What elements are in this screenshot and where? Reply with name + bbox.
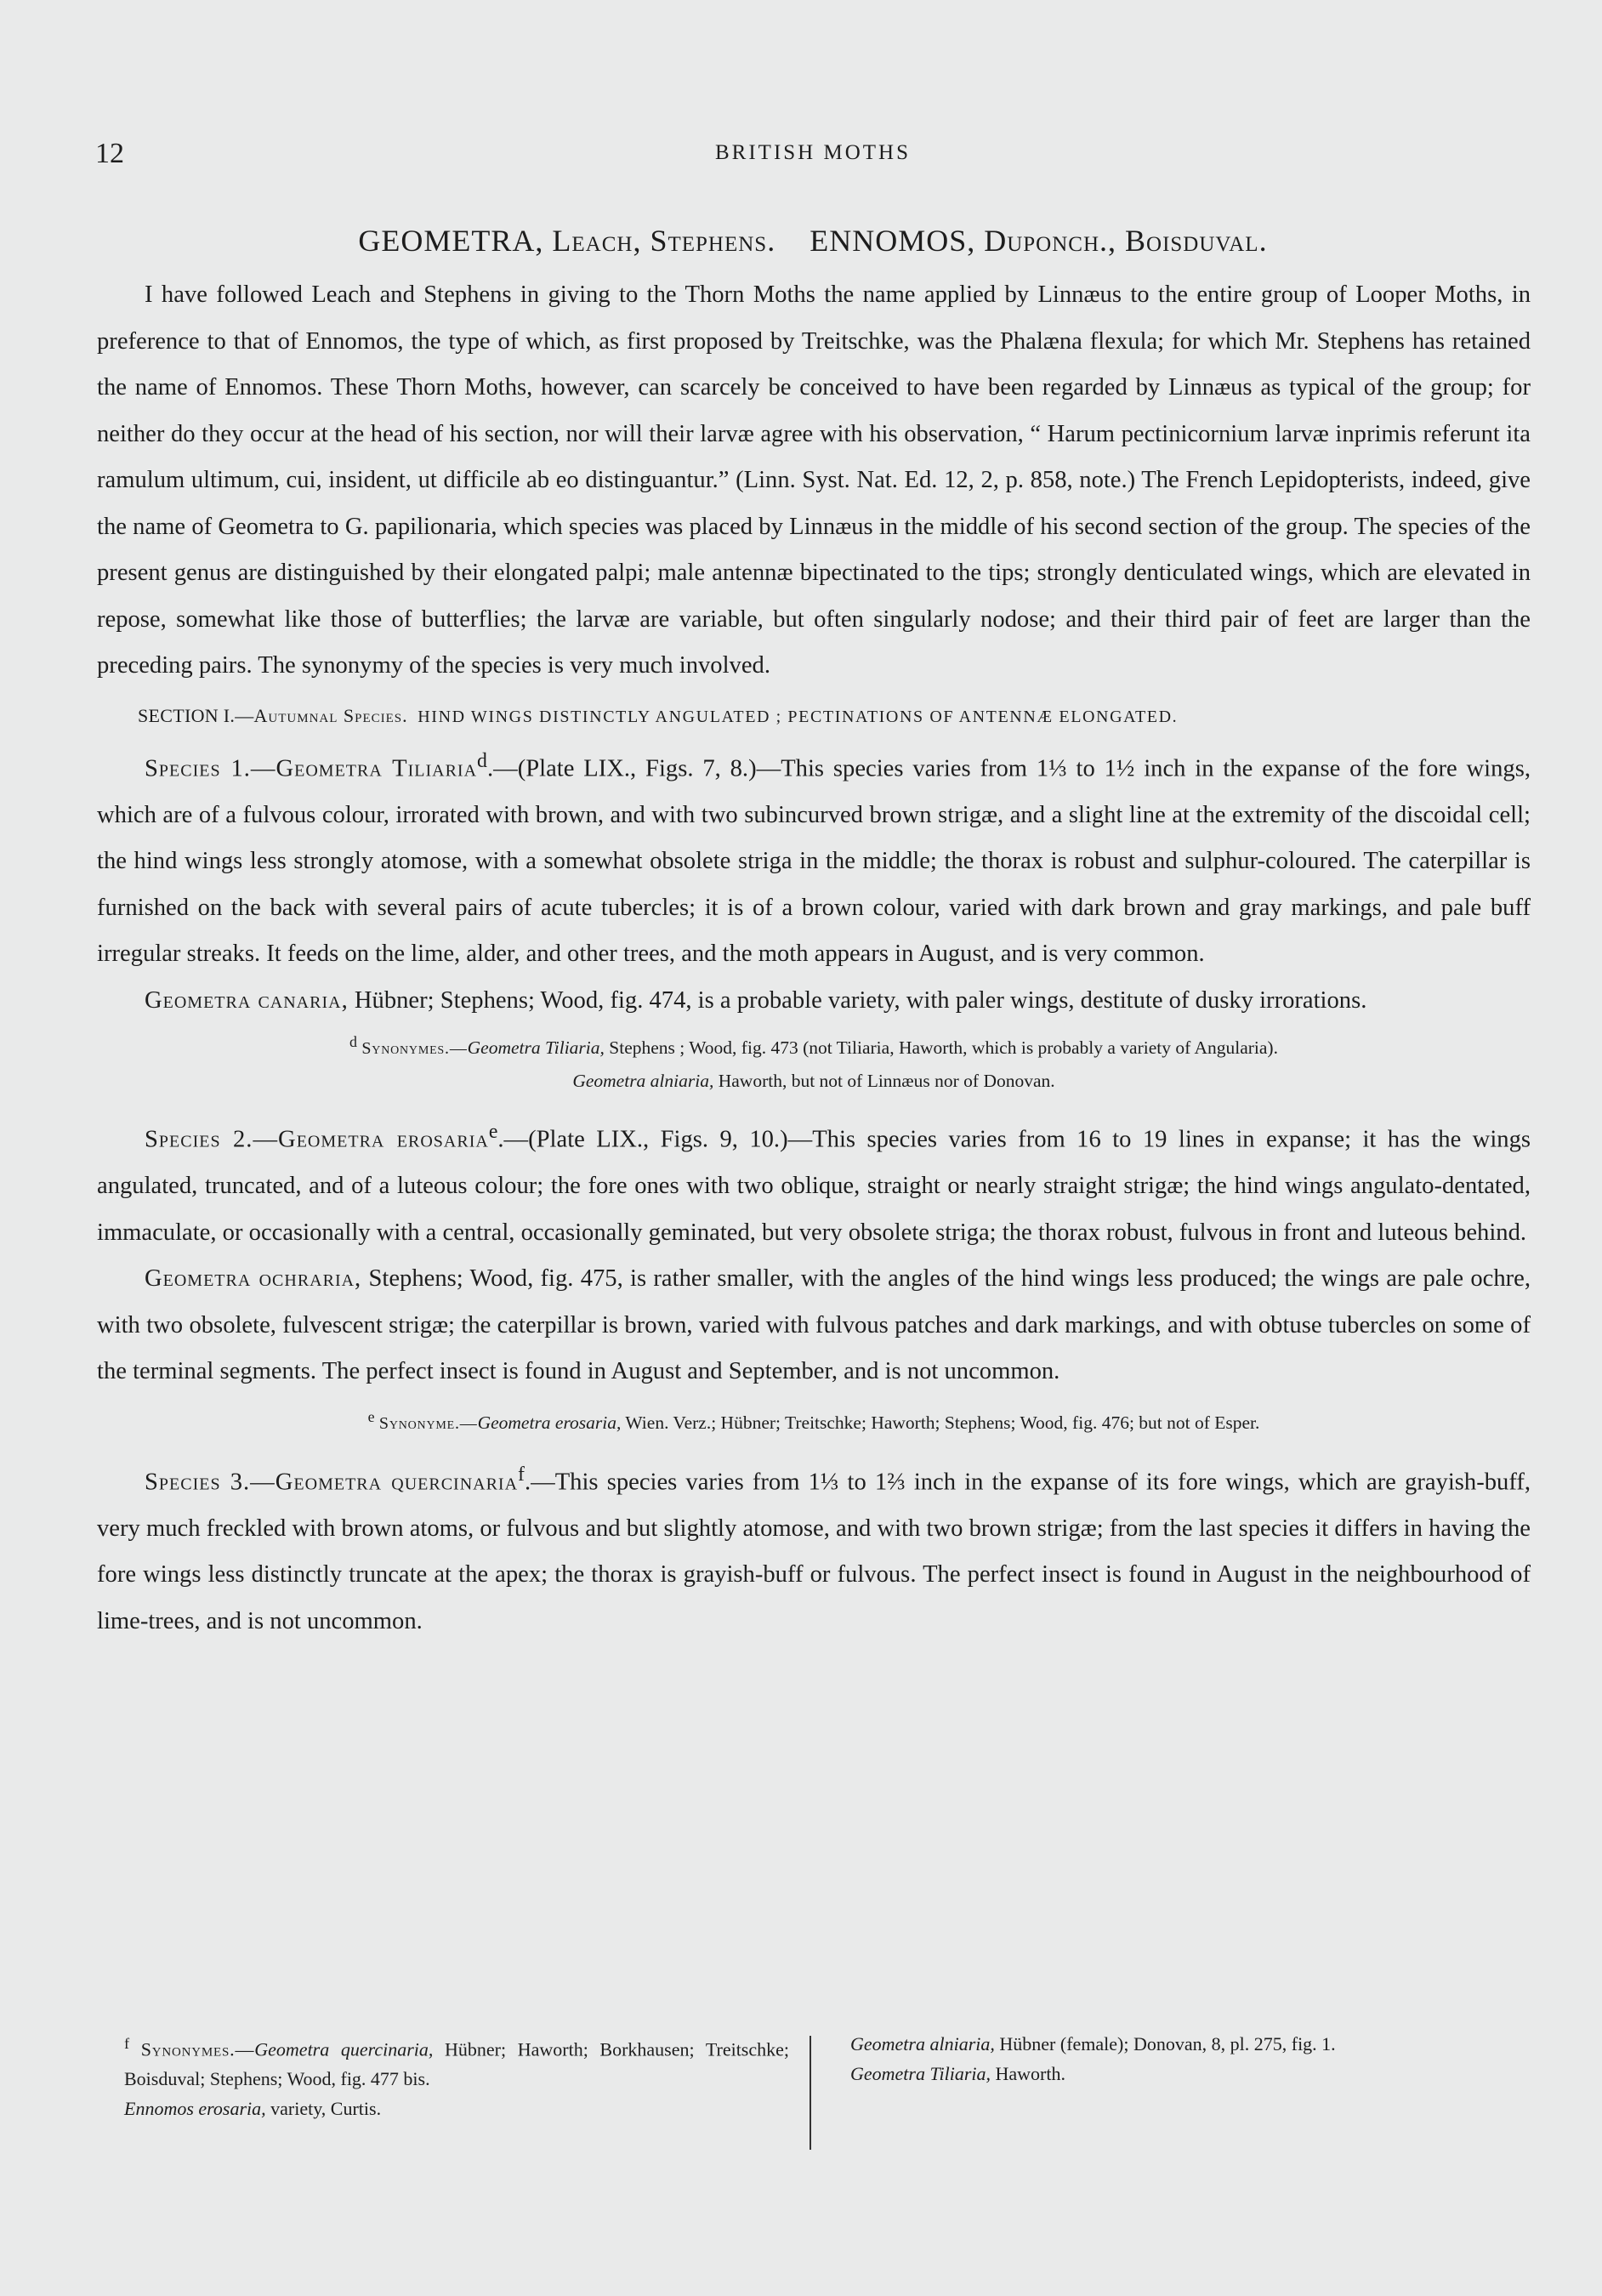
running-title: BRITISH MOTHS bbox=[715, 141, 911, 164]
variety-2-label: Geometra ochraria, bbox=[145, 1265, 362, 1293]
variety-1-label: Geometra canaria, bbox=[145, 986, 349, 1014]
footnote-d-name-1: Geometra Tiliaria, bbox=[467, 1037, 605, 1059]
footnote-e-name: Geometra erosaria, bbox=[477, 1412, 622, 1433]
species-2-paragraph bbox=[97, 1109, 1531, 1256]
footnote-f-right-line-1 bbox=[823, 2029, 1531, 2059]
species-1-text: .—(Plate LIX., Figs. 7, 8.)—This species varies from 1⅓ to 1½ inch in the expanse of the fore wings, which are of a fulvous colour, irrorated with brown, and with two subincurved brown strigæ, and a slight line at the extremity of the discoidal cell; the hind wings less strongly atomose, with a somewhat obsolete striga in the middle; the thorax is robust and sulphur-coloured. The caterpillar is furnished on the back with several pairs of acute tubercles; it is of a brown colour, varied with dark brown and gray markings, and pale buff irregular streaks. It feeds on the lime, alder, and other trees, and the moth appears in August, and is very common. bbox=[97, 755, 1531, 968]
footnote-column-divider bbox=[810, 2036, 811, 2150]
footnote-f-left-column bbox=[124, 2029, 789, 2123]
footnote-f-text-1: Hübner; Haworth; Borkhausen; Treitschke; Boisduval; Stephens; Wood, fig. 477 bis. bbox=[124, 2038, 790, 2090]
species-1-paragraph bbox=[97, 738, 1531, 978]
footnote-d-mark: d bbox=[349, 1033, 357, 1051]
footnote-f bbox=[124, 2029, 1531, 2148]
species-1-label: Species 1.—Geometra Tiliaria bbox=[145, 755, 478, 782]
footnote-d-label: Synonymes.— bbox=[361, 1039, 468, 1059]
section-title: Autumnal Species. bbox=[253, 704, 408, 726]
footnote-f-left-line-2 bbox=[124, 2094, 789, 2123]
footnote-d-text-1: Stephens ; Wood, fig. 473 (not Tiliaria, Haworth, which is probably a variety of Angularia). bbox=[604, 1037, 1278, 1059]
section-heading bbox=[97, 696, 1531, 736]
variety-2-text: Stephens; Wood, fig. 475, is rather smaller, with the angles of the hind wings less produced; the wings are pale ochre, with two obsolete, fulvescent strigæ; the caterpillar is brown, varied with fulvous patches and dark markings, and with obtuse tubercles on some of the terminal segments. The perfect insect is found in August and September, and is not uncommon. bbox=[97, 1265, 1531, 1385]
genus-name-geometra: GEOMETRA, bbox=[358, 224, 544, 258]
footnote-f-text-2: variety, Curtis. bbox=[265, 2098, 382, 2120]
section-description: HIND WINGS DISTINCTLY ANGULATED ; PECTINATIONS OF ANTENNÆ ELONGATED. bbox=[418, 707, 1179, 726]
footnote-d bbox=[97, 1026, 1531, 1097]
footnote-f-label: Synonymes.— bbox=[140, 2038, 255, 2060]
footnote-f-name-1: Geometra quercinaria, bbox=[254, 2038, 434, 2060]
footnote-f-name-2: Ennomos erosaria, bbox=[124, 2098, 266, 2120]
species-3-paragraph bbox=[97, 1452, 1531, 1645]
footnote-f-right-column bbox=[823, 2029, 1531, 2089]
species-2-text: .—(Plate LIX., Figs. 9, 10.)—This species varies from 16 to 19 lines in expanse; it has the wings angulated, truncated, and of a luteous colour; the fore ones with two oblique, straight or nearly straight strigæ; the hind wings angulato-dentated, immaculate, or occasionally with a central, occasionally geminated, but very obsolete striga; the thorax robust, fulvous in front and luteous behind. bbox=[97, 1126, 1531, 1246]
footnote-f-text-4: Haworth. bbox=[991, 2063, 1065, 2084]
running-head bbox=[95, 138, 1531, 180]
species-3-label: Species 3.—Geometra quercinaria bbox=[145, 1469, 519, 1496]
variety-1-text: Hübner; Stephens; Wood, fig. 474, is a probable variety, with paler wings, destitute of dusky irrorations. bbox=[348, 986, 1367, 1014]
genus-authority-geometra: Leach, Stephens. bbox=[552, 224, 776, 258]
footnote-f-name-3: Geometra alniaria, bbox=[850, 2033, 995, 2054]
footnote-mark-f: f bbox=[518, 1463, 525, 1486]
footnote-f-text-3: Hübner (female); Donovan, 8, pl. 275, fig. 1. bbox=[994, 2033, 1336, 2054]
variety-1-paragraph bbox=[97, 978, 1531, 1025]
footnote-d-name-2: Geometra alniaria, bbox=[572, 1071, 714, 1092]
section-label: SECTION I.— bbox=[138, 704, 254, 726]
footnote-mark-d: d bbox=[477, 749, 487, 772]
footnote-mark-e: e bbox=[488, 1121, 498, 1144]
footnote-e-text: Wien. Verz.; Hübner; Treitschke; Haworth; Stephens; Wood, fig. 476; but not of Esper. bbox=[621, 1412, 1260, 1433]
page-number: 12 bbox=[95, 138, 124, 169]
footnote-e-label: Synonyme.— bbox=[378, 1413, 478, 1433]
footnote-e-mark: e bbox=[367, 1407, 375, 1425]
footnote-f-name-4: Geometra Tiliaria, bbox=[850, 2063, 991, 2084]
species-3-text: .—This species varies from 1⅓ to 1⅔ inch in the expanse of its fore wings, which are grayish-buff, very much freckled with brown atoms, or fulvous and but slightly atomose, and with two brown strigæ; from the last species it differs in having the fore wings less distinctly truncate at the apex; the thorax is grayish-buff or fulvous. The perfect insect is found in August in the neighbourhood of lime-trees, and is not uncommon. bbox=[97, 1469, 1531, 1634]
genus-authority-ennomos: Duponch., Boisduval. bbox=[984, 224, 1268, 258]
genus-heading bbox=[95, 223, 1531, 259]
footnote-d-text-2: Haworth, but not of Linnæus nor of Donovan. bbox=[713, 1071, 1055, 1092]
footnote-f-mark: f bbox=[124, 2035, 130, 2052]
footnote-e bbox=[97, 1401, 1531, 1440]
genus-name-ennomos: ENNOMOS, bbox=[810, 224, 976, 258]
intro-paragraph: I have followed Leach and Stephens in giving to the Thorn Moths the name applied by Linnæus to the entire group of Looper Moths, in preference to that of Ennomos, the type of which, as first proposed by Treitschke, was the Phalæna flexula; for which Mr. Stephens has retained the name of Ennomos. These Thorn Moths, however, can scarcely be conceived to have been regarded by Linnæus as typical of the group; for neither do they occur at the head of his section, nor will their larvæ agree with his observation, “ Harum pectinicornium larvæ inprimis referunt ita ramulum ultimum, cui, insident, ut difficile ab eo distinguantur.” (Linn. Syst. Nat. Ed. 12, 2, p. 858, note.) The French Lepidopterists, indeed, give the name of Geometra to G. papilionaria, which species was placed by Linnæus in the middle of his second section of the group. The species of the present genus are distinguished by their elongated palpi; male antennæ bipectinated to the tips; strongly denticulated wings, which are elevated in repose, somewhat like those of butterflies; the larvæ are variable, but often singularly nodose; and their third pair of feet are larger than the preceding pairs. The synonymy of the species is very much involved. bbox=[97, 281, 1531, 679]
species-2-label: Species 2.—Geometra erosaria bbox=[145, 1126, 489, 1153]
footnote-f-left-line-1 bbox=[124, 2029, 789, 2094]
footnote-f-right-line-2 bbox=[823, 2059, 1531, 2089]
page-body bbox=[97, 272, 1531, 1645]
variety-2-paragraph bbox=[97, 1256, 1531, 1395]
